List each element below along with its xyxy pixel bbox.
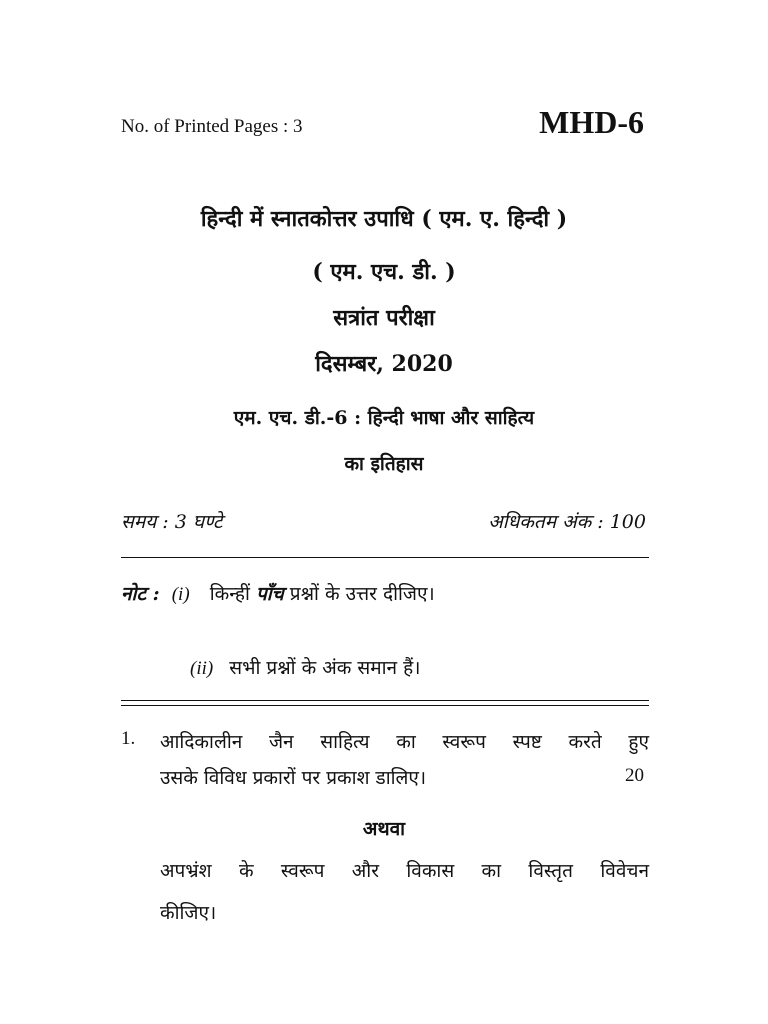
question-1-alt-line-1: अपभ्रंश के स्वरूप और विकास का विस्तृत विवेचन (160, 860, 649, 882)
note-item-1-number: (i) (171, 584, 190, 605)
exam-duration: समय : 3 घण्टे (121, 511, 223, 533)
title-paper-name: एम. एच. डी.-6 : हिन्दी भाषा और साहित्य (233, 407, 535, 429)
note-label: नोट : (121, 583, 160, 605)
double-divider-top (121, 700, 649, 701)
question-1-line-2: उसके विविध प्रकारों पर प्रकाश डालिए। (160, 767, 427, 789)
note-item-1-pre: किन्हीं (209, 583, 250, 605)
question-1-number: 1. (121, 728, 136, 749)
title-paper-name-cont: का इतिहास (344, 453, 424, 475)
note-item-2-text: सभी प्रश्नों के अंक समान हैं। (229, 657, 421, 679)
note-item-1-emphasis: पाँच (255, 583, 284, 605)
note-item-1 (121, 580, 435, 606)
title-abbrev: ( एम. एच. डी. ) (312, 259, 456, 285)
title-degree: हिन्दी में स्नातकोत्तर उपाधि ( एम. ए. हिन्दी ) (200, 206, 568, 232)
double-divider-bottom (121, 705, 649, 706)
note-item-2-number: (ii) (190, 658, 214, 679)
title-exam-date: दिसम्बर, 2020 (315, 351, 453, 377)
note-item-1-post: प्रश्नों के उत्तर दीजिए। (289, 583, 435, 605)
question-1-alt-line-2: कीजिए। (160, 902, 217, 924)
divider (121, 557, 649, 558)
printed-pages-count: No. of Printed Pages : 3 (121, 116, 303, 137)
or-label: अथवा (362, 818, 406, 840)
title-exam-type: सत्रांत परीक्षा (333, 305, 435, 331)
note-item-2 (190, 654, 420, 680)
max-marks: अधिकतम अंक : 100 (488, 511, 646, 533)
question-1-marks: 20 (625, 765, 644, 786)
question-1-line-1: आदिकालीन जैन साहित्य का स्वरूप स्पष्ट करते हुए (160, 731, 649, 753)
course-code: MHD-6 (539, 104, 644, 140)
